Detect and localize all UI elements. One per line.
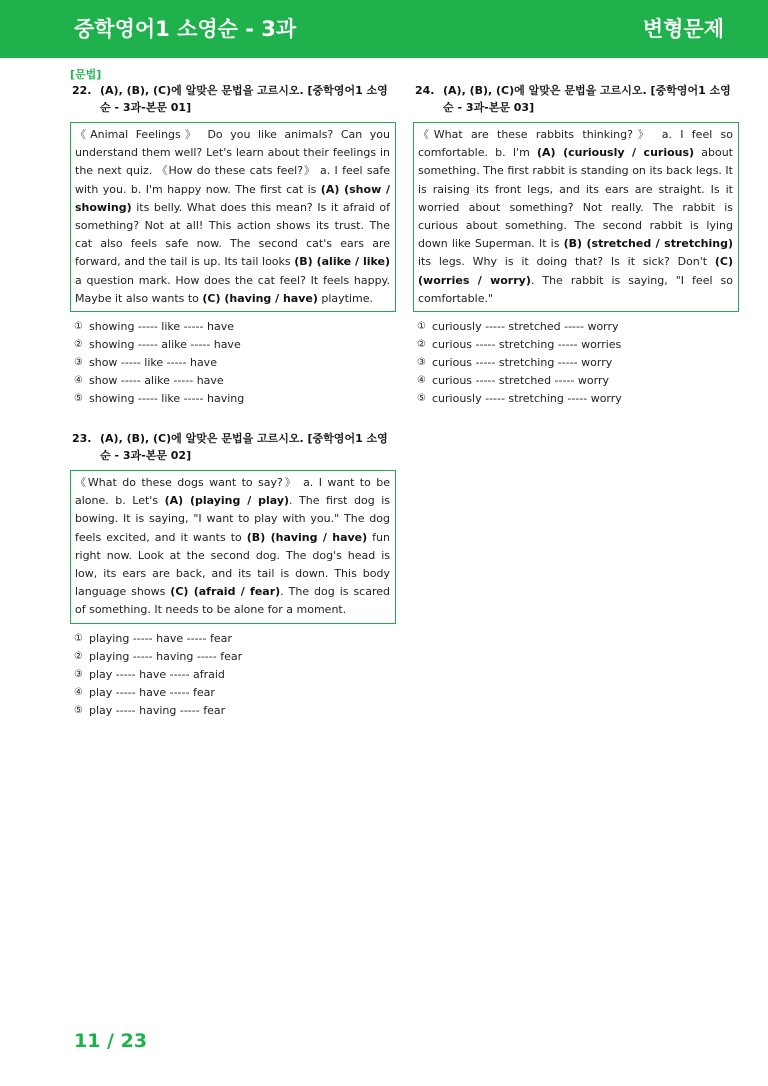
question-header <box>70 82 396 116</box>
question-prompt: (A), (B), (C)에 알맞은 문법을 고르시오. [중학영어1 소영순 - 3과-본문 02] <box>100 432 388 463</box>
document-title: 중학영어1 소영순 - 3과 <box>74 17 297 41</box>
answer-options <box>413 318 739 408</box>
blank-choice: (A) (curiously / curious) <box>536 146 695 160</box>
answer-option[interactable] <box>413 354 739 372</box>
answer-option[interactable] <box>413 372 739 390</box>
option-text: curiously ----- stretching ----- worry <box>432 392 622 406</box>
passage-text: 《Animal Feelings》 Do you like animals? Can you understand them well? Let's learn about their feelings in the next quiz. 《How do these cats feel?》 a. I feel safe with you. b. I'm happy now. The first cat is <box>75 128 390 196</box>
blank-choice: (C) (having / have) <box>202 291 318 305</box>
answer-option[interactable] <box>70 648 396 666</box>
passage-text: . The first dog is bowing. It is saying, "I want to play with you." The dog feels excited, and it wants to <box>75 494 390 544</box>
answer-options <box>70 318 396 408</box>
option-text: curiously ----- stretched ----- worry <box>432 320 619 334</box>
page-header <box>0 0 768 58</box>
document-type-label: 변형문제 <box>642 17 724 41</box>
option-text: showing ----- like ----- have <box>89 320 234 334</box>
option-text: playing ----- have ----- fear <box>89 631 232 645</box>
page-number: 11 / 23 <box>74 1030 148 1052</box>
option-marker: ① <box>74 321 83 333</box>
option-text: curious ----- stretched ----- worry <box>432 374 609 388</box>
option-text: show ----- like ----- have <box>89 356 217 370</box>
answer-option[interactable] <box>70 336 396 354</box>
option-marker: ③ <box>74 357 83 369</box>
option-marker: ⑤ <box>74 704 83 716</box>
blank-choice: (A) (playing / play) <box>164 494 290 508</box>
blank-choice: (B) (alike / like) <box>294 255 390 269</box>
passage-text: . The rabbit is saying, "I feel so comfortable." <box>418 273 733 305</box>
question-number: 22. <box>72 84 92 97</box>
answer-option[interactable] <box>70 666 396 684</box>
option-marker: ⑤ <box>74 393 83 405</box>
option-marker: ③ <box>417 357 426 369</box>
blank-choice: (B) (stretched / stretching) <box>563 237 733 251</box>
option-text: showing ----- alike ----- have <box>89 338 241 352</box>
answer-option[interactable] <box>70 630 396 648</box>
option-text: curious ----- stretching ----- worry <box>432 356 613 370</box>
passage-text: a question mark. How does the cat feel? It feels happy. Maybe it also wants to <box>75 273 390 305</box>
question-prompt: (A), (B), (C)에 알맞은 문법을 고르시오. [중학영어1 소영순 - 3과-본문 03] <box>443 84 731 114</box>
blank-choice: (C) (worries / worry) <box>418 255 733 287</box>
section-spacer <box>413 66 739 82</box>
passage-text: its legs. Why is it doing that? Is it sick? Don't <box>418 255 715 269</box>
answer-option[interactable] <box>70 318 396 336</box>
option-marker: ① <box>74 632 83 644</box>
passage-text: about something. The first rabbit is standing on its back legs. It is raising its front legs, and its ears are straight. Is it worried about something? Not really. The rabbit is curious about something. The second rabbit is lying down like Superman. It is <box>418 146 733 251</box>
answer-option[interactable] <box>70 372 396 390</box>
blank-choice: (C) (afraid / fear) <box>170 585 281 599</box>
option-marker: ④ <box>74 375 83 387</box>
answer-option[interactable] <box>413 318 739 336</box>
passage-text: 《What do these dogs want to say?》 a. I want to be alone. b. Let's <box>75 476 390 508</box>
option-marker: ④ <box>74 686 83 698</box>
option-marker: ⑤ <box>417 393 426 405</box>
option-text: playing ----- having ----- fear <box>89 649 243 663</box>
option-text: showing ----- like ----- having <box>89 392 245 406</box>
reading-passage <box>70 122 396 312</box>
passage-text: fun right now. Look at the second dog. The dog's head is low, its ears are back, and its tail is down. This body language shows <box>75 530 390 599</box>
option-text: show ----- alike ----- have <box>89 374 224 388</box>
passage-text: its belly. What does this mean? Is it afraid of something? Not at all! This action shows its trust. The cat also feels safe now. The second cat's ears are forward, and the tail is up. Its tail looks <box>75 200 390 269</box>
option-marker: ② <box>417 339 426 351</box>
question-22 <box>70 82 396 408</box>
answer-option[interactable] <box>70 390 396 408</box>
option-text: play ----- having ----- fear <box>89 703 226 717</box>
question-number: 24. <box>415 84 435 97</box>
question-23 <box>70 430 396 720</box>
question-header <box>70 430 396 464</box>
blank-choice: (A) (show / showing) <box>75 182 390 214</box>
question-prompt: (A), (B), (C)에 알맞은 문법을 고르시오. [중학영어1 소영순 - 3과-본문 01] <box>100 84 388 114</box>
answer-option[interactable] <box>413 336 739 354</box>
blank-choice: (B) (having / have) <box>246 530 368 544</box>
question-header <box>413 82 739 116</box>
right-column <box>413 66 739 430</box>
option-marker: ① <box>417 321 426 333</box>
answer-option[interactable] <box>413 390 739 408</box>
option-marker: ③ <box>74 668 83 680</box>
answer-option[interactable] <box>70 702 396 720</box>
option-marker: ④ <box>417 375 426 387</box>
answer-options <box>70 630 396 720</box>
option-text: curious ----- stretching ----- worries <box>432 338 622 352</box>
left-column <box>70 66 396 742</box>
option-marker: ② <box>74 650 83 662</box>
section-tag: [문법] <box>70 68 102 81</box>
passage-text: playtime. <box>317 291 374 305</box>
passage-text: 《What are these rabbits thinking?》 a. I feel so comfortable. b. I'm <box>418 128 733 160</box>
answer-option[interactable] <box>70 684 396 702</box>
passage-text: . The dog is scared of something. It needs to be alone for a moment. <box>75 585 390 617</box>
question-number: 23. <box>72 432 92 446</box>
reading-passage <box>70 470 396 624</box>
option-text: play ----- have ----- afraid <box>89 667 225 681</box>
reading-passage <box>413 122 739 312</box>
option-text: play ----- have ----- fear <box>89 685 215 699</box>
option-marker: ② <box>74 339 83 351</box>
answer-option[interactable] <box>70 354 396 372</box>
question-24 <box>413 82 739 408</box>
